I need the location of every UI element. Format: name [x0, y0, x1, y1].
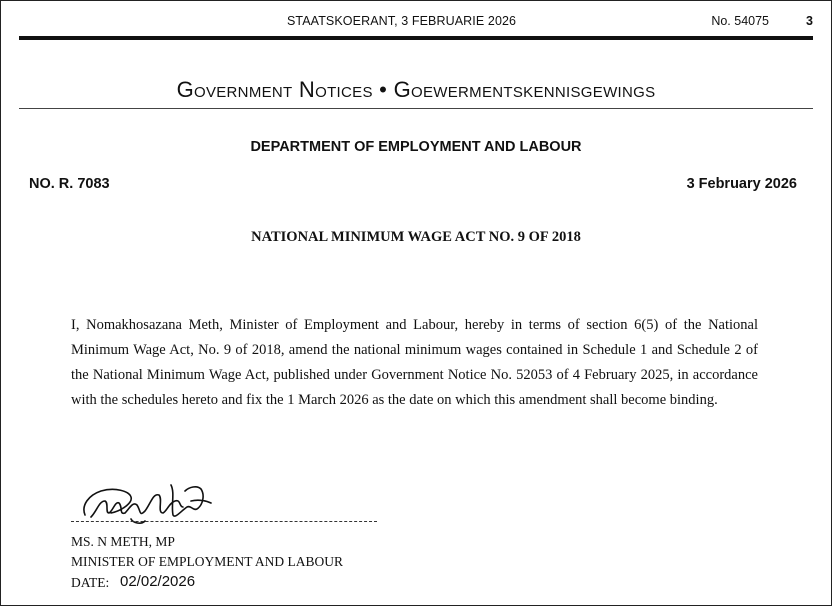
page-number: 3 [806, 14, 813, 28]
signature-line [71, 521, 377, 522]
section-title: Government Notices • Goewermentskennisgewings [176, 77, 656, 102]
header-rule [19, 36, 813, 40]
issue-number: No. 54075 [711, 14, 769, 28]
gazette-name-date: STAATSKOERANT, 3 FEBRUARIE 2026 [287, 14, 517, 28]
signature-date-value: 02/02/2026 [120, 573, 196, 590]
signature-date-label: DATE: [71, 575, 110, 590]
notice-body: I, Nomakhosazana Meth, Minister of Employment and Labour, hereby in terms of section 6(5) of the National Minimum Wage Act, No. 9 of 2018, amend the national minimum wages contained in Schedule 1 and Schedule 2 of the National Minimum Wage Act, published under Government Notice No. 52053 of 4 February 2025, in accordance with the schedules hereto and fix the 1 March 2026 as the date on which this amendment shall become binding. [71, 317, 758, 408]
department-heading: DEPARTMENT OF EMPLOYMENT AND LABOUR [250, 139, 582, 155]
notice-number: NO. R. 7083 [29, 176, 110, 192]
section-title-rule [19, 108, 813, 109]
running-head [19, 14, 813, 32]
signatory-title: MINISTER OF EMPLOYMENT AND LABOUR [71, 554, 344, 569]
act-title: NATIONAL MINIMUM WAGE ACT NO. 9 OF 2018 [251, 229, 581, 245]
signatory-name: MS. N METH, MP [71, 534, 175, 549]
notice-date: 3 February 2026 [686, 176, 797, 192]
